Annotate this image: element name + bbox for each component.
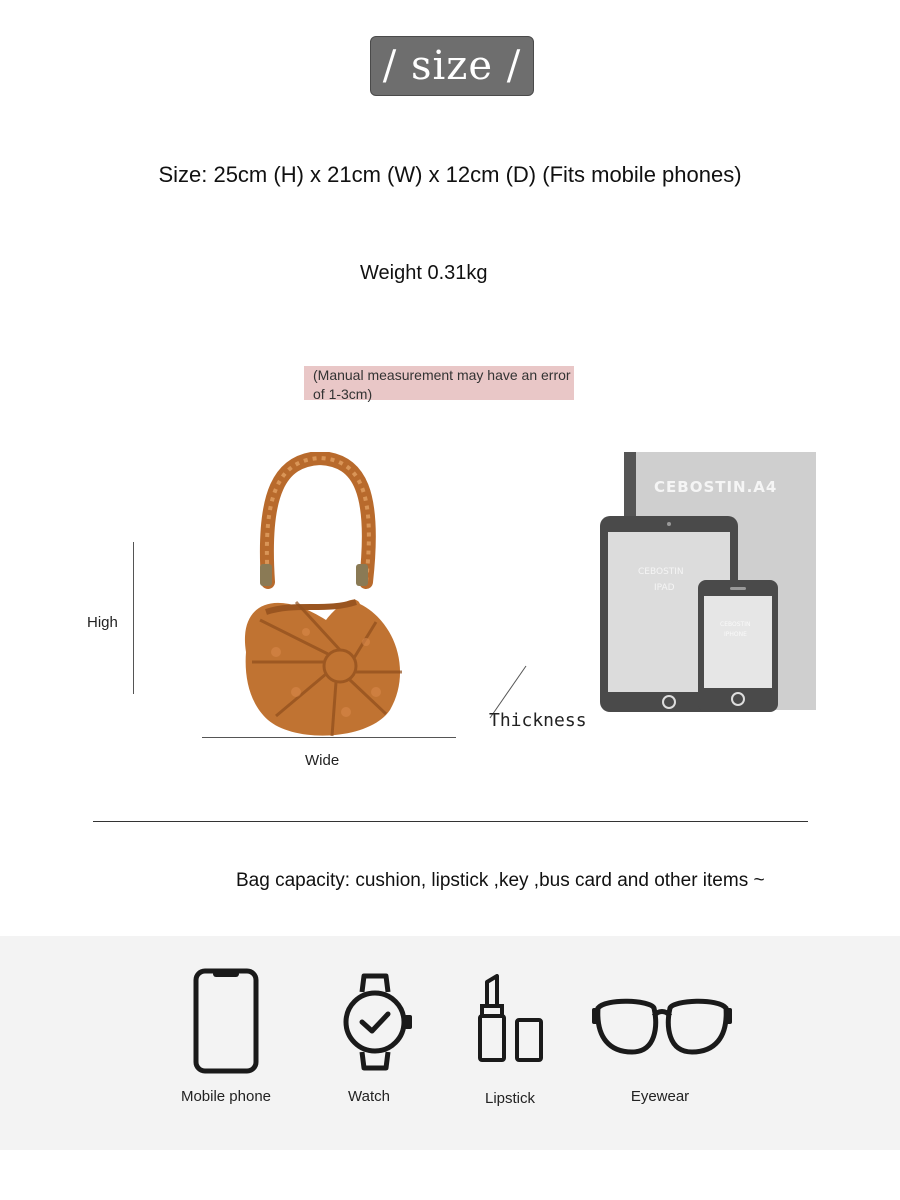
iphone-label-2: IPHONE xyxy=(724,631,747,638)
height-indicator-line xyxy=(133,542,134,694)
size-spec: Size: 25cm (H) x 21cm (W) x 12cm (D) (Fits mobile phones) xyxy=(158,162,742,187)
ipad-label-1: CEBOSTIN xyxy=(638,567,684,577)
bag-image xyxy=(236,452,416,742)
item-label-watch: Watch xyxy=(348,1088,390,1105)
item-label-mobile-phone: Mobile phone xyxy=(180,1088,272,1105)
size-badge xyxy=(370,36,534,96)
ipad-label-2: IPAD xyxy=(654,583,675,593)
mobile-phone-icon xyxy=(193,968,259,1074)
measurement-note: (Manual measurement may have an error of 1-3cm) xyxy=(304,366,574,400)
width-label: Wide xyxy=(305,752,340,769)
thickness-label: Thickness xyxy=(489,710,587,731)
height-label: High xyxy=(87,614,118,631)
lipstick-icon xyxy=(477,974,547,1064)
size-comparison-image xyxy=(598,452,818,714)
size-badge-text: / size / xyxy=(382,43,522,89)
item-label-eyewear: Eyewear xyxy=(630,1088,690,1105)
capacity-text: Bag capacity: cushion, lipstick ,key ,bus card and other items ~ xyxy=(236,870,765,891)
iphone-label-1: CEBOSTIN xyxy=(720,621,751,628)
item-label-lipstick: Lipstick xyxy=(484,1090,536,1107)
weight-spec: Weight 0.31kg xyxy=(360,262,488,284)
items-panel xyxy=(0,936,900,1150)
a4-label: CEBOSTIN.A4 xyxy=(654,478,778,496)
watch-icon xyxy=(340,972,414,1072)
eyewear-icon xyxy=(592,994,732,1056)
section-divider xyxy=(93,821,808,822)
